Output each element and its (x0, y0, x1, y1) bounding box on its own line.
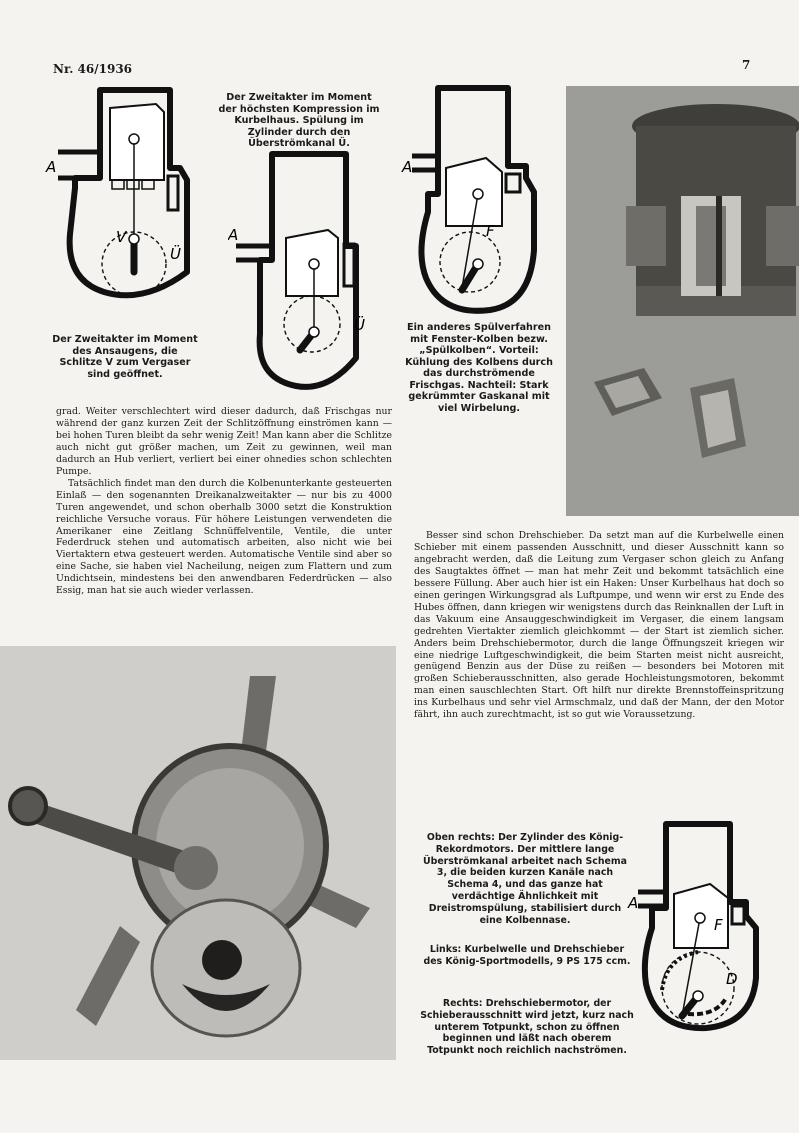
two-stroke-diagram-compression (228, 148, 378, 394)
caption-crankshaft: Links: Kurbelwelle und Drehschieber des König-Sportmodells, 9 PS 175 ccm. (423, 944, 631, 967)
label-d: D (726, 970, 738, 988)
caption-diagram-1: Der Zweitakter im Moment des Ansaugens, die Schlitze V zum Vergaser sind geöffnet. (52, 334, 198, 380)
paragraph: grad. Weiter verschlechtert wird dieser dadurch, daß Frischgas nur während der ganz kurzen Zeit der Schlitzöffnung einströmen kann — bei hohen Turen bleibt da sehr wenig Zeit! Man kann aber die Schlitze auch nicht gut größer machen, um Zeit zu gewinnen, weil man dadurch an Hub verliert, verliert bei einer ohnedies schon schlechten Pumpe. (56, 406, 392, 477)
two-stroke-diagram-spuelkolben (398, 82, 548, 322)
cylinder-photo (566, 86, 799, 516)
caption-diagram-2: Der Zweitakter im Moment der höchsten Kompression im Kurbelhaus. Spülung im Zylinder durch den Überströmkanal Ü. (218, 92, 380, 149)
body-text-left (56, 406, 392, 597)
label-a: A (402, 158, 413, 176)
issue-number: Nr. 46/1936 (53, 62, 133, 76)
paragraph: Tatsächlich findet man den durch die Kolbenunterkante gesteuerten Einlaß — den sogenannten Dreikanalzweitakter — nur bis zu 4000 Turen angewendet, und schon oberhalb 3000 setzt die Konstruktion reichliche Versuche voraus. Für höhere Leistungen verwendeten die Amerikaner eine Zeitlang Schnüffelventile, Ventile, die unter Federdruck stehen und automatisch arbeiten, also nicht wie bei Viertaktern etwa gesteuert werden. Automatische Ventile sind aber so eine Sache, sie haben viel Nacheilung, neigen zum Flattern und zum Undichtsein, mindestens bei den anwendbaren Federdrücken — also Essig, man hat sie auch wieder verlassen. (56, 477, 392, 597)
label-u: Ü (170, 245, 181, 263)
crankshaft-photo (0, 646, 396, 1060)
caption-diagram-3: Ein anderes Spülverfahren mit Fenster-Kolben bezw. „Spülkolben“. Vorteil: Kühlung des Kolbens durch das durchströmende Frischgas. Nachteil: Stark gekrümmter Gaskanal mit viel Wirbelung. (405, 322, 553, 414)
paragraph: Besser sind schon Drehschieber. Da setzt man auf die Kurbelwelle einen Schieber mit einem passenden Ausschnitt, und dieser Ausschnitt kann so angebracht werden, daß die Leitung zum Vergaser schon gleich zu Anfang des Saugtaktes öffnet — man hat mehr Zeit und bekommt tatsächlich eine bessere Füllung. Aber auch hier ist ein Haken: Unser Kurbelhaus hat doch so einen geringen Wirkungsgrad als Luftpumpe, und wenn wir erst zu Ende des Hubes öffnen, dann kriegen wir wenigstens durch das Reinknallen der Luft in das Vakuum eine Ansauggeschwindigkeit im Vergaser, die einem langsam gedrehten Viertakter ziemlich gleichkommt — der Start ist ziemlich sicher. Anders beim Drehschiebermotor, durch die lange Öffnungszeit kriegen wir eine niedrige Luftgeschwindigkeit, die beim Starten meist nicht ausreicht, genügend Benzin aus der Düse zu reißen — besonders bei Motoren mit großen Schieberausschnitten, also gerade Hochleistungsmotoren, bekommt man einen sauschlechten Start. Oft hilft nur direkte Brennstoffeinspritzung ins Kurbelhaus und sehr viel Armschmalz, und daß der Mann, der den Motor fährt, ihn auch zurechtmacht, ist so gut wie Voraussetzung. (414, 530, 784, 721)
label-a: A (628, 894, 639, 912)
rotary-valve-diagram (626, 818, 776, 1034)
label-f: F (714, 916, 723, 934)
caption-rotary-valve: Rechts: Drehschiebermotor, der Schieberausschnitt wird jetzt, kurz nach unterem Totpunkt, schon zu öffnen beginnen und läßt nach oberem Totpunkt noch reichlich nachströmen. (420, 998, 634, 1057)
two-stroke-diagram-intake (44, 84, 204, 304)
label-v: V (116, 228, 127, 246)
label-u: Ü (354, 316, 365, 334)
label-a: A (228, 226, 239, 244)
body-text-right (414, 530, 784, 721)
label-a: A (46, 158, 57, 176)
label-f: F (486, 222, 495, 240)
page-number: 7 (742, 58, 751, 72)
caption-cylinder: Oben rechts: Der Zylinder des König-Rekordmotors. Der mittlere lange Überströmkanal arbeitet nach Schema 3, die beiden kurzen Kanäle nach Schema 4, und das ganze hat verdächtige Ähnlichkeit mit Dreistromspülung, stabilisiert durch eine Kolbennase. (423, 832, 627, 926)
